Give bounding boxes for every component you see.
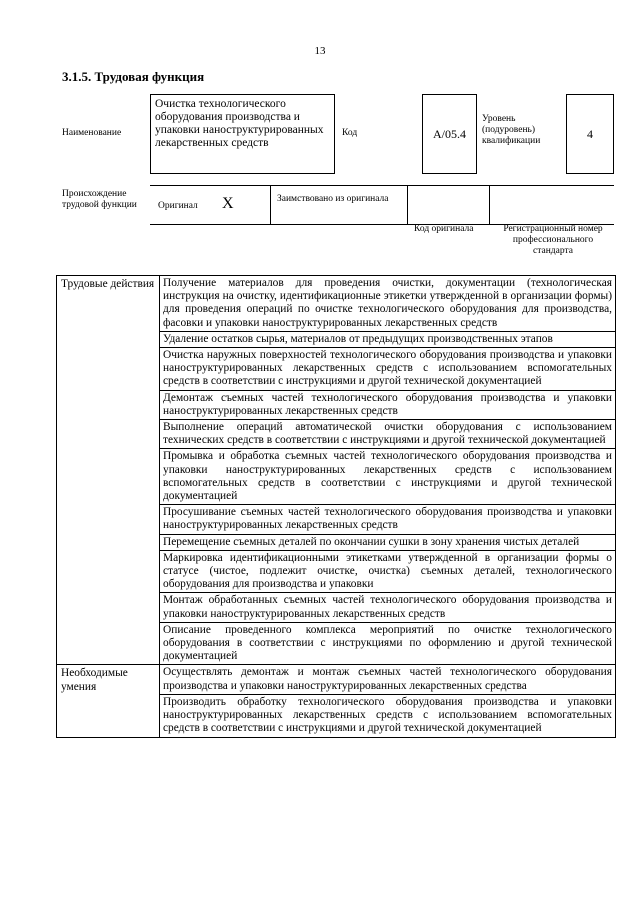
labor-actions-item: Очистка наружных поверхностей технологического оборудования производства и упаковки наноструктурированных лекарственных средств с использованием вспомогательных средств в соответствии с инструкциями и другой технической документацией — [160, 348, 616, 391]
code-value: A/05.4 — [433, 126, 466, 141]
original-label: Оригинал — [158, 201, 198, 211]
labor-actions-label: Трудовые действия — [57, 276, 160, 665]
labor-actions-item: Выполнение операций автоматической очистки оборудования с использованием технических средств в соответствии с инструкциями и другой технической документацией — [160, 420, 616, 449]
function-name: Очистка технологического оборудования производства и упаковки наноструктурированных лекарственных средств — [155, 98, 324, 149]
original-mark: X — [222, 195, 234, 212]
table-row — [57, 276, 616, 332]
origin-row — [150, 185, 614, 225]
labor-actions-item: Просушивание съемных частей технологического оборудования производства и упаковки наноструктурированных лекарственных средств — [160, 505, 616, 534]
labor-actions-item: Описание проведенного комплекса мероприятий по очистке технологического оборудования в соответствии с инструкциями по оформлению и другой технической документацией — [160, 622, 616, 665]
page-number: 13 — [314, 45, 326, 57]
required-skills-item: Осуществлять демонтаж и монтаж съемных частей технологического оборудования производства и упаковки наноструктурированных лекарственных средства — [160, 665, 616, 694]
labor-actions-item: Перемещение съемных деталей по окончании сушки в зону хранения чистых деталей — [160, 534, 616, 550]
code-label: Код — [342, 128, 358, 138]
code-original-label: Код оригинала — [414, 224, 474, 234]
labor-function-table — [56, 275, 616, 738]
origin-label: Происхождение трудовой функции — [62, 189, 137, 210]
name-value-box — [150, 94, 335, 174]
origin-divider — [407, 186, 408, 224]
required-skills-item: Производить обработку технологического оборудования производства и упаковки наноструктурированных лекарственных средств с использованием вспомогательных средств в соответствии с инструкциями и другой технической документацией — [160, 694, 616, 737]
origin-divider — [489, 186, 490, 224]
name-label: Наименование — [62, 128, 122, 138]
labor-actions-item: Получение материалов для проведения очистки, документации (технологическая инструкция на очистку, идентификационные этикетки утвержденной в организации формы) для проведения операций по очистке технологического оборудования для производства, фасовки и упаковки наноструктурированных лекарственных средств — [160, 276, 616, 332]
level-label: Уровень (подуровень) квалификации — [482, 114, 541, 146]
labor-actions-item: Промывка и обработка съемных частей технологического оборудования производства и упаковки наноструктурированных лекарственных средств с использованием вспомогательных средств в соответствии с инструкциями и другой технической документацией — [160, 449, 616, 505]
labor-actions-item: Монтаж обработанных съемных частей технологического оборудования производства и упаковки наноструктурированных лекарственных средств — [160, 593, 616, 622]
labor-actions-item: Маркировка идентификационными этикетками утвержденной в организации формы о статусе (чистое, подлежит очистке, очистка) съемных деталей, технологического оборудования для производства и упаковки — [160, 550, 616, 593]
labor-actions-item: Демонтаж съемных частей технологического оборудования производства и упаковки наноструктурированных лекарственных средств — [160, 390, 616, 419]
section-title: 3.1.5. Трудовая функция — [62, 69, 205, 84]
origin-divider — [270, 186, 271, 224]
level-value: 4 — [587, 126, 593, 141]
labor-actions-item: Удаление остатков сырья, материалов от предыдущих производственных этапов — [160, 331, 616, 347]
borrowed-label: Заимствовано из оригинала — [277, 194, 389, 204]
code-value-box — [422, 94, 477, 174]
level-value-box — [566, 94, 614, 174]
table-row — [57, 665, 616, 694]
reg-number-label: Регистрационный номер профессионального стандарта — [503, 224, 603, 256]
required-skills-label: Необходимые умения — [57, 665, 160, 737]
